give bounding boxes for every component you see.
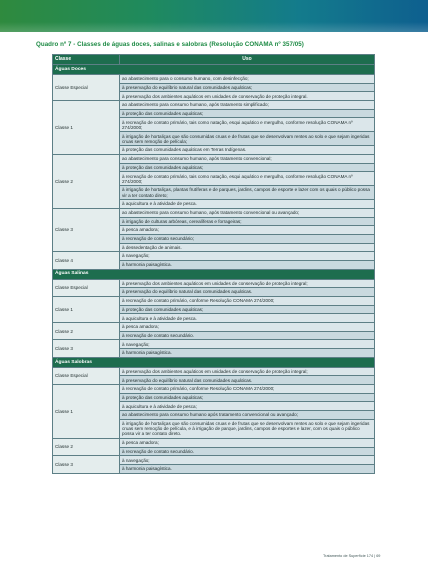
use-cell: à navegação;: [120, 252, 375, 261]
use-cell: à recreação de contato primário, tais como natação, esqui aquático e mergulho, conforme resolução CONAMA nº 274/2000;: [120, 172, 375, 186]
class-cell: Classe 2: [53, 438, 120, 455]
use-cell: à preservação do equilíbrio natural das comunidades aquáticas.: [120, 376, 375, 385]
class-cell: Classe Especial: [53, 279, 120, 296]
band-shade: [0, 22, 428, 32]
use-cell: à preservação do equilíbrio natural das comunidades aquáticas;: [120, 83, 375, 92]
classes-table: [52, 54, 375, 474]
table-title: Quadro nº 7 - Classes de águas doces, salinas e salobras (Resolução CONAMA nº 357/05): [36, 41, 304, 48]
use-cell: à irrigação de culturas arbóreas, cerealíferas e forrageiras;: [120, 217, 375, 226]
class-cell: Classe Especial: [53, 367, 120, 384]
use-cell: à recreação de contato secundário;: [120, 234, 375, 243]
class-cell: Classe 1: [53, 101, 120, 155]
use-cell: ao abastecimento para consumo humano, após tratamento convencional ou avançado;: [120, 208, 375, 217]
class-cell: Classe 3: [53, 456, 120, 473]
use-cell: à dessedentação de animais.: [120, 243, 375, 252]
class-cell: Classe 1: [53, 296, 120, 322]
table-row: [53, 208, 375, 217]
use-cell: à irrigação de hortaliças que são consumidas cruas e de frutas que se desenvolvam rentes ao solo e que sejam ingeridas cruas sem remoção de película;: [120, 132, 375, 146]
use-cell: à pesca amadora;: [120, 322, 375, 331]
use-cell: à preservação dos ambientes aquáticos em unidades de conservação de proteção integral.: [120, 92, 375, 101]
use-cell: à proteção das comunidades aquáticas;: [120, 305, 375, 314]
section-title: Águas Salinas: [53, 269, 375, 279]
table-row: [53, 367, 375, 376]
section-row: [53, 269, 375, 279]
use-cell: à pesca amadora;: [120, 226, 375, 235]
use-cell: à recreação de contato secundário.: [120, 331, 375, 340]
use-cell: à harmonia paisagística.: [120, 464, 375, 473]
use-cell: à aquicultura e à atividade de pesca;: [120, 402, 375, 411]
use-cell: à recreação de contato primário, conforme Resolução CONAMA 274/2000;: [120, 385, 375, 394]
use-cell: à proteção das comunidades aquáticas;: [120, 109, 375, 118]
use-cell: à preservação dos ambientes aquáticos em unidades de conservação de proteção integral;: [120, 279, 375, 288]
use-cell: à irrigação de hortaliças que são consumidas cruas e de frutas que se desenvolvam rentes ao solo e que sejam ingeridas cruas sem remoção de película, e à irrigação de parque, jardins, campos de esportes e lazer, com os quais o público possa vir a ter contato direto.: [120, 419, 375, 438]
use-cell: à preservação dos ambientes aquáticos em unidades de conservação de proteção integral;: [120, 367, 375, 376]
use-cell: à recreação de contato primário, tais como natação, esqui aquático e mergulho, conforme resolução CONAMA nº 274/2000;: [120, 118, 375, 132]
use-cell: à navegação;: [120, 340, 375, 349]
top-gradient-band: [0, 0, 428, 32]
use-cell: à pesca amadora;: [120, 438, 375, 447]
table-row: [53, 279, 375, 288]
header-uso: Uso: [120, 55, 375, 65]
table-row: [53, 75, 375, 84]
use-cell: à preservação do equilíbrio natural das comunidades aquáticas.: [120, 288, 375, 297]
use-cell: ao abastecimento para consumo humano após tratamento convencional ou avançado;: [120, 411, 375, 420]
table-row: [53, 296, 375, 305]
class-cell: Classe 1: [53, 385, 120, 439]
use-cell: à recreação de contato secundário.: [120, 447, 375, 456]
table-row: [53, 322, 375, 331]
table-header-row: [53, 55, 375, 65]
section-row: [53, 357, 375, 367]
use-cell: à harmonia paisagística.: [120, 260, 375, 269]
table-body: [53, 65, 375, 474]
table-row: [53, 252, 375, 261]
table-row: [53, 101, 375, 110]
section-title: Águas Salobras: [53, 357, 375, 367]
class-cell: Classe 2: [53, 322, 120, 339]
table-row: [53, 154, 375, 163]
page-footer: Tratamento de Superfície 174 | 69: [323, 554, 381, 558]
table-row: [53, 438, 375, 447]
use-cell: ao abastecimento para consumo humano, após tratamento convencional;: [120, 154, 375, 163]
use-cell: à aquicultura e à atividade de pesca.: [120, 314, 375, 323]
use-cell: à proteção das comunidades aquáticas;: [120, 393, 375, 402]
use-cell: ao abastecimento para consumo humano, após tratamento simplificado;: [120, 101, 375, 110]
section-title: Águas Doces: [53, 65, 375, 75]
use-cell: à proteção das comunidades aquáticas;: [120, 163, 375, 172]
use-cell: à navegação;: [120, 456, 375, 465]
table-row: [53, 385, 375, 394]
use-cell: ao abastecimento para o consumo humano, com desinfecção;: [120, 75, 375, 84]
use-cell: à harmonia paisagística.: [120, 349, 375, 358]
use-cell: à aquicultura e à atividade de pesca.: [120, 200, 375, 209]
class-cell: Classe 3: [53, 340, 120, 357]
class-cell: Classe 2: [53, 154, 120, 208]
class-cell: Classe 4: [53, 252, 120, 269]
table-row: [53, 340, 375, 349]
use-cell: à irrigação de hortaliças, plantas frutíferas e de parques, jardins, campos de esporte e lazer com os quais o público possa vir a ter contato direto;: [120, 186, 375, 200]
classes-table-wrapper: [52, 54, 374, 474]
class-cell: Classe 3: [53, 208, 120, 251]
section-row: [53, 65, 375, 75]
class-cell: Classe Especial: [53, 75, 120, 101]
header-classe: Classe: [53, 55, 120, 65]
use-cell: à recreação de contato primário, conforme Resolução CONAMA 274/2000;: [120, 296, 375, 305]
table-row: [53, 456, 375, 465]
use-cell: à proteção das comunidades aquáticas em Terras Indígenas.: [120, 146, 375, 155]
